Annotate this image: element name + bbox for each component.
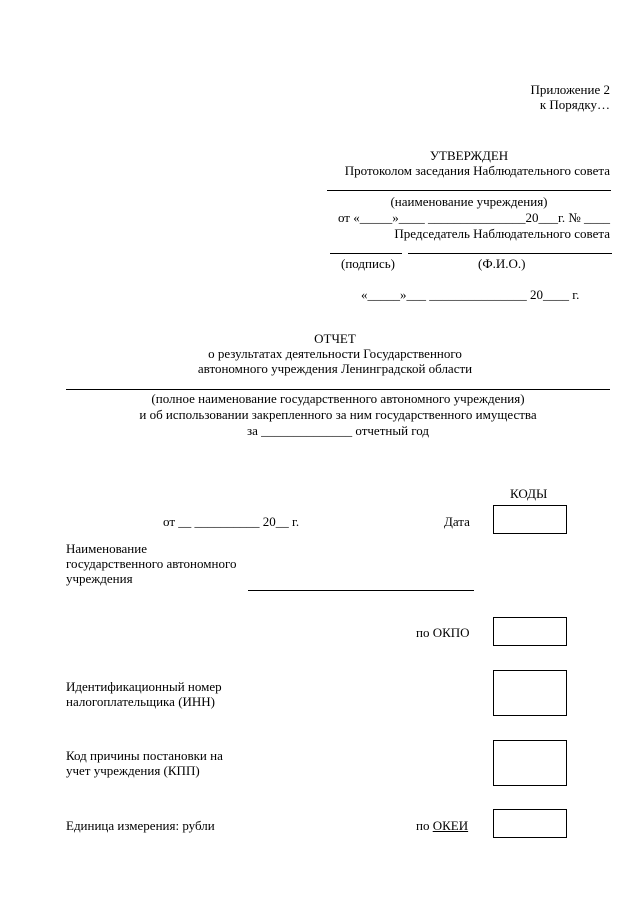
chairman-title: Председатель Наблюдательного совета: [394, 226, 610, 241]
report-subtitle-2: автономного учреждения Ленинградской области: [197, 361, 473, 376]
approved-date-line-2: «_____»___ _______________ 20____ г.: [361, 287, 580, 302]
inn-label-1: Идентификационный номер: [66, 679, 222, 694]
institution-name-label-1: Наименование: [66, 541, 147, 556]
okei-link: ОКЕИ: [432, 818, 469, 833]
fio-line: [408, 253, 612, 254]
kpp-label-1: Код причины постановки на: [66, 748, 223, 763]
report-title: ОТЧЕТ: [314, 331, 356, 346]
kpp-label-2: учет учреждения (КПП): [66, 763, 200, 778]
full-name-line: [66, 389, 610, 390]
property-usage-line: и об использовании закрепленного за ним государственного имущества: [139, 407, 537, 422]
report-date-line: от __ __________ 20__ г.: [163, 514, 300, 529]
okei-label: [416, 818, 468, 833]
okei-code-box[interactable]: [493, 809, 567, 838]
okpo-label: по ОКПО: [416, 625, 470, 640]
institution-name-field-line[interactable]: [248, 590, 474, 591]
inn-code-box[interactable]: [493, 670, 567, 716]
signature-caption: (подпись): [341, 256, 395, 271]
codes-header: КОДЫ: [510, 486, 548, 501]
appendix-order-ref: к Порядку…: [539, 97, 610, 112]
fio-caption: (Ф.И.О.): [478, 256, 526, 271]
report-subtitle-1: о результатах деятельности Государственного: [208, 346, 462, 361]
approved-protocol: Протоколом заседания Наблюдательного совета: [344, 163, 610, 178]
date-label: Дата: [444, 514, 470, 529]
okei-prefix: по: [416, 818, 433, 833]
full-name-caption: (полное наименование государственного автономного учреждения): [151, 391, 525, 406]
reporting-period-line: за ______________ отчетный год: [246, 423, 430, 438]
approved-title: УТВЕРЖДЕН: [429, 148, 509, 163]
inn-label-2: налогоплательщика (ИНН): [66, 694, 216, 709]
appendix-number: Приложение 2: [530, 82, 610, 97]
signature-line: [330, 253, 402, 254]
date-code-box[interactable]: [493, 505, 567, 534]
institution-name-label-2: государственного автономного: [66, 556, 237, 571]
institution-name-caption: (наименование учреждения): [390, 194, 548, 209]
okpo-code-box[interactable]: [493, 617, 567, 646]
institution-name-line: [327, 190, 611, 191]
approved-date-line: от «_____»____ _______________20___г. № ____: [337, 210, 610, 225]
kpp-code-box[interactable]: [493, 740, 567, 786]
unit-label: Единица измерения: рубли: [66, 818, 215, 833]
institution-name-label-3: учреждения: [66, 571, 133, 586]
